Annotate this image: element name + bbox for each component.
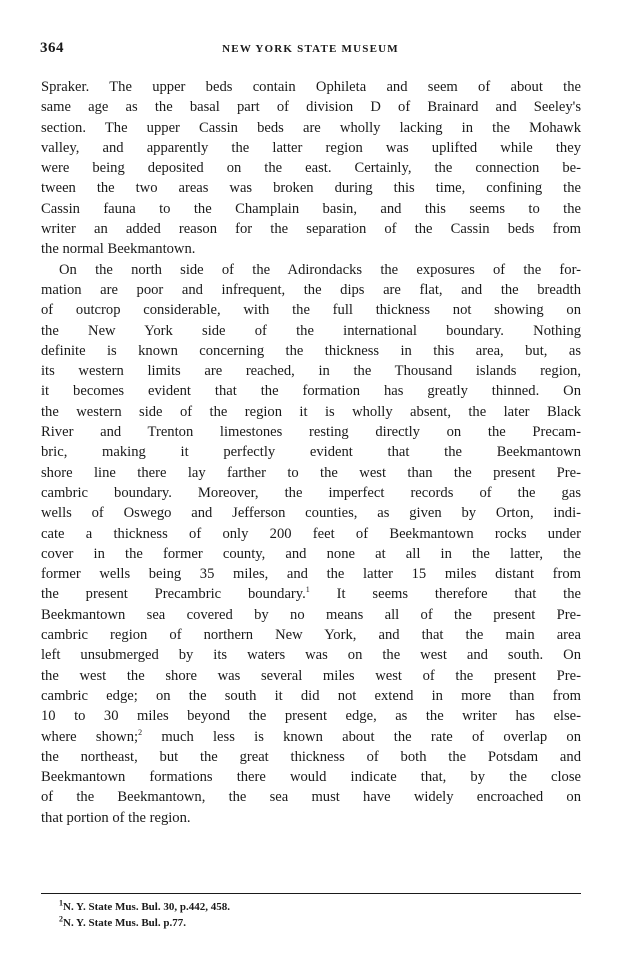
text-line: cambric region of northern New York, and that the main area bbox=[41, 627, 581, 644]
text-line-with-ref bbox=[41, 727, 581, 747]
text-line: cambric edge; on the south it did not extend in more than from bbox=[41, 687, 581, 704]
text-fragment: the present Precambric boundary. bbox=[41, 586, 306, 603]
page-number: 364 bbox=[40, 40, 64, 56]
text-line: mation are poor and infrequent, the dips are flat, and the breadth bbox=[41, 281, 581, 298]
footnote-marker: 1 bbox=[59, 898, 63, 908]
footnote-2 bbox=[41, 915, 581, 931]
text-line: definite is known concerning the thickness in this area, but, as bbox=[41, 342, 581, 359]
text-line: Beekmantown sea covered by no means all of the present Pre- bbox=[41, 606, 581, 623]
footnotes bbox=[41, 899, 581, 931]
text-line: cover in the former county, and none at all in the latter, the bbox=[41, 545, 581, 562]
text-line: tween the two areas was broken during this time, confining the bbox=[41, 180, 581, 197]
footnote-marker: 2 bbox=[59, 914, 63, 924]
text-line: River and Trenton limestones resting directly on the Precam- bbox=[41, 424, 581, 441]
text-line: the western side of the region it is wholly absent, the later Black bbox=[41, 403, 581, 420]
text-line: On the north side of the Adirondacks the exposures of the for- bbox=[59, 261, 581, 278]
text-line: left unsubmerged by its waters was on the west and south. On bbox=[41, 647, 581, 664]
text-line: 10 to 30 miles beyond the present edge, as the writer has else- bbox=[41, 708, 581, 725]
footnote-rule bbox=[41, 893, 581, 894]
text-line: the normal Beekmantown. bbox=[41, 241, 196, 258]
footnote-text: N. Y. State Mus. Bul. 30, p.442, 458. bbox=[63, 901, 230, 913]
text-line: the west the shore was several miles west of the present Pre- bbox=[41, 667, 581, 684]
text-line: section. The upper Cassin beds are wholly lacking in the Mohawk bbox=[41, 119, 581, 136]
text-line: cate a thickness of only 200 feet of Beekmantown rocks under bbox=[41, 525, 581, 542]
paragraph-1 bbox=[41, 77, 581, 260]
footnote-1 bbox=[41, 899, 581, 915]
page-header bbox=[38, 36, 583, 60]
text-line: valley, and apparently the latter region was uplifted while they bbox=[41, 139, 581, 156]
text-line: of outcrop considerable, with the full thickness not showing on bbox=[41, 302, 581, 319]
text-line: that portion of the region. bbox=[41, 809, 191, 826]
text-line: Cassin fauna to the Champlain basin, and this seems to the bbox=[41, 200, 581, 217]
text-line: same age as the basal part of division D of Brainard and Seeley's bbox=[41, 99, 581, 116]
text-line: Spraker. The upper beds contain Ophileta and seem of about the bbox=[41, 79, 581, 95]
text-line: it becomes evident that the formation has greatly thinned. On bbox=[41, 383, 581, 400]
paragraph-2 bbox=[41, 260, 581, 828]
footnote-ref-2[interactable]: 2 bbox=[138, 727, 143, 737]
book-page bbox=[38, 36, 583, 60]
running-head: NEW YORK STATE MUSEUM bbox=[222, 43, 399, 55]
footnote-ref-1[interactable]: 1 bbox=[305, 585, 310, 595]
text-line: its western limits are reached, in the Thousand islands region, bbox=[41, 363, 581, 380]
text-line: writer an added reason for the separation of the Cassin beds from bbox=[41, 221, 581, 238]
text-line: Beekmantown formations there would indicate that, by the close bbox=[41, 769, 581, 786]
footnote-text: N. Y. State Mus. Bul. p.77. bbox=[63, 917, 186, 929]
text-line: of the Beekmantown, the sea must have widely encroached on bbox=[41, 789, 581, 806]
body-text bbox=[41, 77, 581, 828]
text-line: the northeast, but the great thickness of both the Potsdam and bbox=[41, 748, 581, 765]
text-line: were being deposited on the east. Certainly, the connection be- bbox=[41, 160, 581, 177]
text-line: the New York side of the international boundary. Nothing bbox=[41, 322, 581, 339]
text-line-with-ref bbox=[41, 584, 581, 604]
text-line: wells of Oswego and Jefferson counties, as given by Orton, indi- bbox=[41, 505, 581, 522]
text-fragment: much less is known about the rate of overlap on bbox=[142, 728, 582, 745]
text-fragment: It seems therefore that the bbox=[309, 586, 581, 603]
text-line: bric, making it perfectly evident that the Beekmantown bbox=[41, 444, 581, 461]
text-fragment: where shown; bbox=[41, 728, 139, 745]
text-line: former wells being 35 miles, and the latter 15 miles distant from bbox=[41, 566, 581, 583]
text-line: cambric boundary. Moreover, the imperfect records of the gas bbox=[41, 484, 581, 501]
text-line: shore line there lay farther to the west than the present Pre- bbox=[41, 464, 581, 481]
